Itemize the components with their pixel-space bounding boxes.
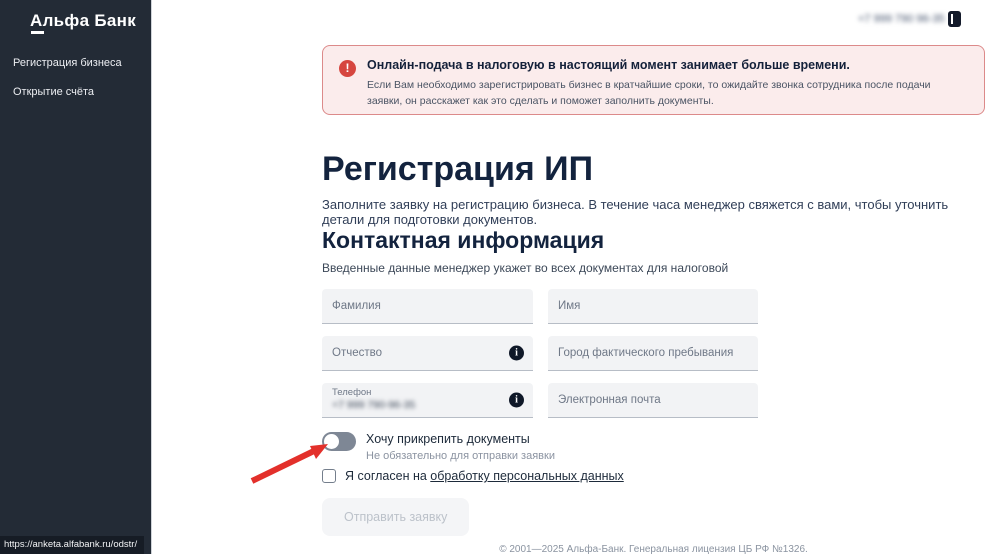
documents-toggle-texts: [366, 432, 555, 462]
city-field[interactable]: [548, 336, 758, 371]
contact-form: [322, 289, 758, 418]
link-preview-statusbar: https://anketa.alfabank.ru/odstr/: [0, 536, 144, 554]
info-icon[interactable]: i: [509, 393, 524, 408]
contact-section-note: Введенные данные менеджер укажет во всех документах для налоговой: [322, 261, 729, 275]
info-icon[interactable]: i: [509, 346, 524, 361]
attach-documents-row: [322, 432, 555, 462]
page-title: Регистрация ИП: [322, 150, 594, 188]
email-field[interactable]: [548, 383, 758, 418]
phone-field[interactable]: [322, 383, 533, 418]
alert-title: Онлайн-подача в налоговую в настоящий момент занимает больше времени.: [367, 58, 850, 72]
documents-toggle-label: Хочу прикрепить документы: [366, 432, 530, 446]
header-phone-number[interactable]: +7 999 790 96-35: [858, 13, 945, 25]
footer-license-text: © 2001—2025 Альфа-Банк. Генеральная лицензия ЦБ РФ №1326.: [499, 544, 808, 554]
page-subtitle: Заполните заявку на регистрацию бизнеса. В течение часа менеджер свяжется с вами, чтобы уточнить детали для подготовки документов.: [322, 197, 949, 227]
alert-banner: [322, 45, 985, 115]
phone-field-value: +7 999 790-96-35: [332, 398, 416, 411]
consent-row: [322, 469, 624, 483]
phone-field-label: Телефон: [332, 387, 372, 399]
patronymic-placeholder: Отчество: [332, 347, 382, 359]
submit-button[interactable]: Отправить заявку: [322, 498, 469, 536]
email-placeholder: Электронная почта: [558, 394, 661, 406]
alfabank-logo: Альфа Банк: [30, 11, 137, 30]
sidebar: [0, 0, 152, 554]
firstname-field[interactable]: [548, 289, 758, 324]
annotation-arrow: [246, 436, 334, 486]
lastname-field[interactable]: [322, 289, 533, 324]
consent-checkbox[interactable]: [322, 469, 336, 483]
contact-section-title: Контактная информация: [322, 227, 605, 253]
phone-icon[interactable]: [948, 11, 961, 27]
consent-prefix: Я согласен на: [345, 469, 431, 483]
sidebar-item-account-opening[interactable]: Открытие счёта: [13, 86, 95, 98]
alert-body: Если Вам необходимо зарегистрировать бизнес в кратчайшие сроки, то ожидайте звонка сотрудника после подачи заявки, он расскажет как это сделать и поможет заполнить документы.: [367, 79, 931, 108]
city-placeholder: Город фактического пребывания: [558, 347, 734, 359]
sidebar-item-business-registration[interactable]: Регистрация бизнеса: [13, 57, 122, 69]
exclamation-circle-icon: !: [339, 60, 356, 77]
consent-label: [345, 469, 624, 483]
alfabank-logo-underline: [31, 31, 44, 34]
firstname-placeholder: Имя: [558, 300, 581, 312]
patronymic-field[interactable]: [322, 336, 533, 371]
personal-data-link[interactable]: обработку персональных данных: [430, 469, 624, 483]
documents-toggle-sublabel: Не обязательно для отправки заявки: [366, 450, 555, 462]
lastname-placeholder: Фамилия: [332, 300, 381, 312]
